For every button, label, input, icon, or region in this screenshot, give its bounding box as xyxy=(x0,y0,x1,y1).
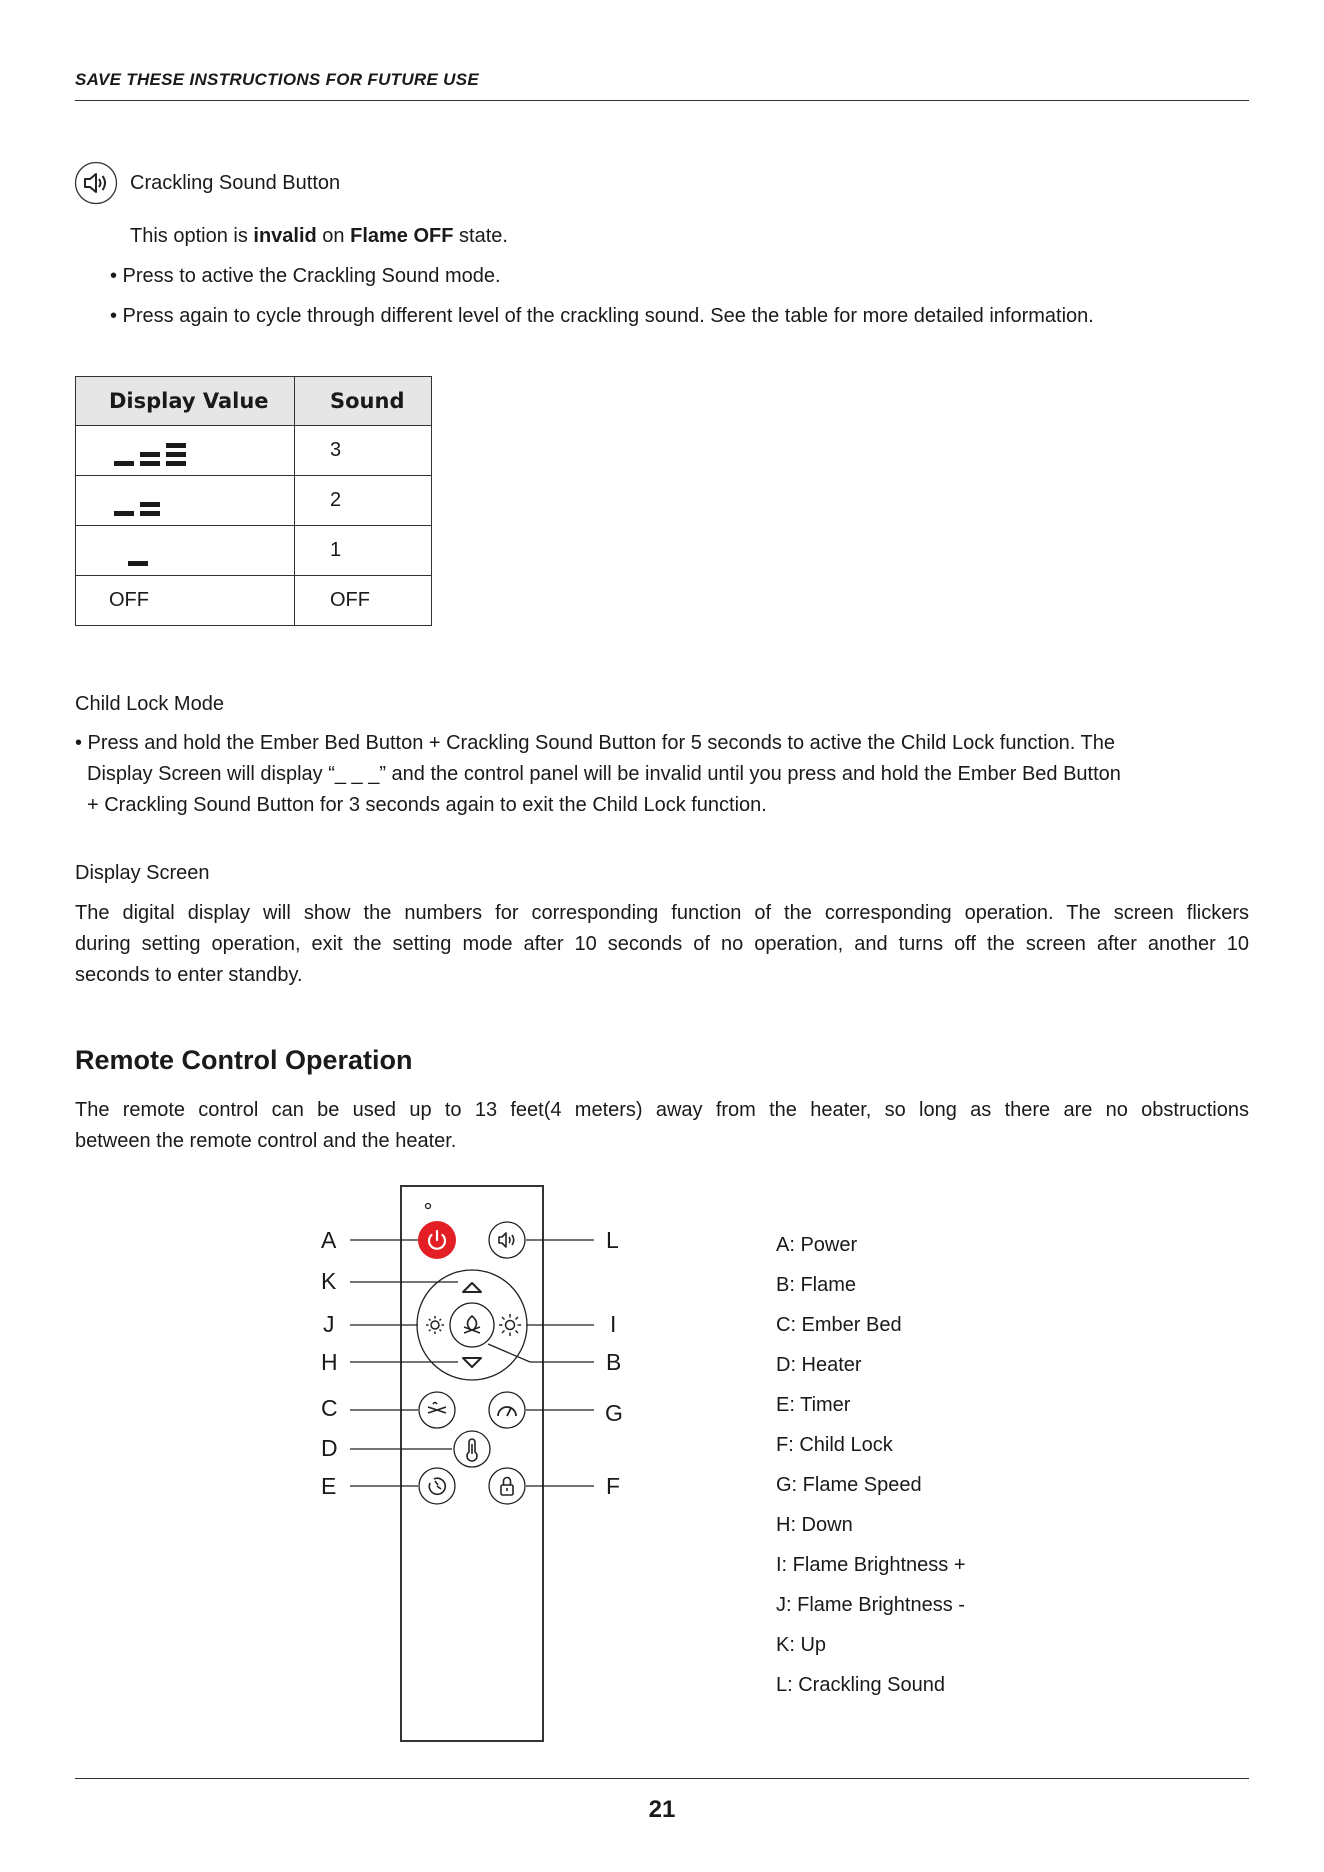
display-screen-line-3: seconds to enter standby. xyxy=(75,964,303,986)
legend-item: F: Child Lock xyxy=(776,1434,893,1456)
flame-speed-icon xyxy=(498,1407,516,1416)
legend-item: D: Heater xyxy=(776,1354,862,1376)
legend-item: H: Down xyxy=(776,1514,853,1536)
ember-bed-icon xyxy=(428,1403,446,1414)
flame-icon xyxy=(464,1316,480,1333)
brightness-down-icon xyxy=(426,1316,444,1334)
child-lock-line-1: • Press and hold the Ember Bed Button + Crackling Sound Button for 5 seconds to active the Child Lock function. The xyxy=(75,732,1116,754)
up-arrow-icon xyxy=(463,1283,481,1292)
label-a: A xyxy=(321,1227,337,1253)
legend-item: I: Flame Brightness + xyxy=(776,1554,966,1576)
crackling-sound-button-icon xyxy=(499,1233,514,1247)
display-screen-heading: Display Screen xyxy=(75,862,210,884)
crackling-note: This option is invalid on Flame OFF state. xyxy=(130,225,508,247)
label-k: K xyxy=(321,1268,337,1294)
crackling-heading: Crackling Sound Button xyxy=(130,172,341,194)
child-lock-line-2: Display Screen will display “_ _ _” and the control panel will be invalid until you press and hold the Ember Bed Button xyxy=(87,763,1121,785)
page-number: 21 xyxy=(648,1796,676,1823)
label-j: J xyxy=(323,1311,335,1337)
label-l: L xyxy=(606,1227,619,1253)
sound-value: 3 xyxy=(295,426,432,476)
remote-intro-line-2: between the remote control and the heater. xyxy=(75,1130,457,1152)
child-lock-heading: Child Lock Mode xyxy=(75,693,224,715)
sound-value: OFF xyxy=(295,576,432,626)
remote-section-title: Remote Control Operation xyxy=(75,1045,413,1075)
legend-item: J: Flame Brightness - xyxy=(776,1594,965,1616)
label-b: B xyxy=(606,1349,622,1375)
label-h: H xyxy=(321,1349,338,1375)
table-header-display: Display Value xyxy=(76,377,295,426)
display-screen-line-1: The digital display will show the numbers for corresponding function of the corresponding operation. The screen flickers xyxy=(75,902,1249,924)
label-d: D xyxy=(321,1435,338,1461)
label-i: I xyxy=(610,1311,617,1337)
brightness-up-icon xyxy=(499,1314,521,1336)
heater-icon xyxy=(467,1439,477,1461)
legend-item: B: Flame xyxy=(776,1274,857,1296)
sound-value: 1 xyxy=(295,526,432,576)
remote-intro-line-1: The remote control can be used up to 13 feet(4 meters) away from the heater, so long as there are no obstructions xyxy=(75,1099,1249,1121)
sound-value: 2 xyxy=(295,476,432,526)
child-lock-icon xyxy=(501,1478,513,1495)
label-g: G xyxy=(605,1400,623,1426)
legend-item: K: Up xyxy=(776,1634,827,1656)
table-header-sound: Sound xyxy=(295,377,432,426)
child-lock-line-3: + Crackling Sound Button for 3 seconds again to exit the Child Lock function. xyxy=(87,794,767,816)
display-screen-line-2: during setting operation, exit the setting mode after 10 seconds of no operation, and turns off the screen after another 10 xyxy=(75,933,1249,955)
timer-icon xyxy=(429,1478,445,1494)
power-button-icon xyxy=(418,1221,456,1259)
legend-item: E: Timer xyxy=(776,1394,851,1416)
legend-item: L: Crackling Sound xyxy=(776,1674,945,1696)
down-arrow-icon xyxy=(463,1358,481,1367)
label-e: E xyxy=(321,1473,337,1499)
crackling-bullet-1: • Press to active the Crackling Sound mode. xyxy=(110,265,501,287)
label-c: C xyxy=(321,1395,338,1421)
crackling-bullet-2: • Press again to cycle through different level of the crackling sound. See the table for more detailed information. xyxy=(110,305,1094,327)
legend-item: C: Ember Bed xyxy=(776,1314,902,1336)
legend-item: G: Flame Speed xyxy=(776,1474,922,1496)
display-value: OFF xyxy=(76,576,295,626)
footer-rule xyxy=(75,1778,1249,1779)
label-f: F xyxy=(606,1473,621,1499)
legend-item: A: Power xyxy=(776,1234,858,1256)
page-header: SAVE THESE INSTRUCTIONS FOR FUTURE USE xyxy=(75,70,480,89)
